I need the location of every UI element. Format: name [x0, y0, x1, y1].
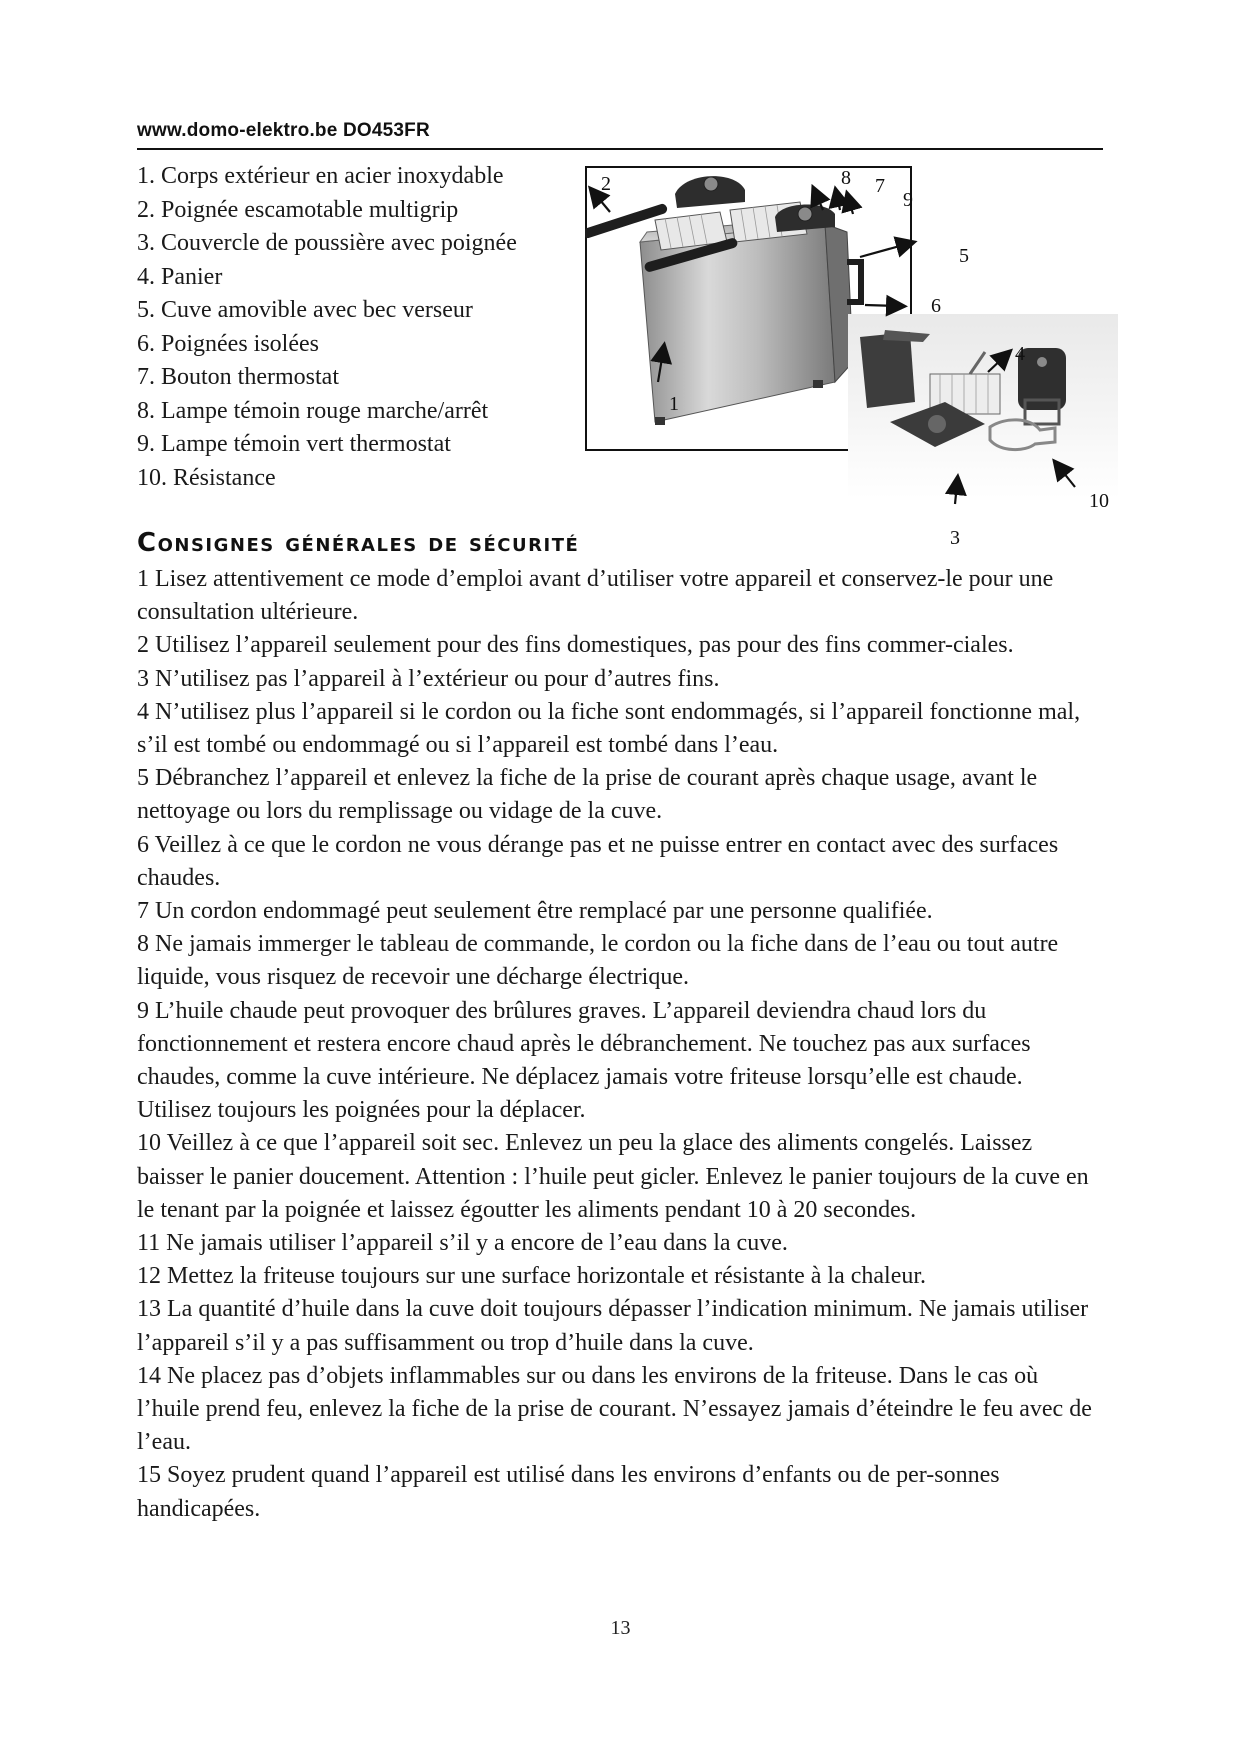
parts-list-item: 1. Corps extérieur en acier inoxydable	[137, 163, 504, 189]
header-divider	[137, 148, 1103, 150]
parts-list-item: 8. Lampe témoin rouge marche/arrêt	[137, 397, 489, 424]
safety-rules	[137, 563, 1103, 1526]
callout-10: 10	[1089, 490, 1109, 512]
safety-rule: 13 La quantité d’huile dans la cuve doit toujours dépasser l’indication minimum. Ne jamais utiliser l’appareil s’il y a pas suffisamment ou trop d’huile dans la cuve.	[137, 1296, 1089, 1356]
safety-rule: 9 L’huile chaude peut provoquer des brûlures graves. L’appareil deviendra chaud lors du fonctionnement et restera encore chaud après le débranchement. Ne touchez pas aux surfaces chaudes, comme la cuve intérieure. Ne déplacez jamais votre friteuse lorsqu’elle est chaude. Utilisez toujours les poignées pour la déplacer.	[137, 997, 1031, 1124]
safety-rule: 14 Ne placez pas d’objets inflammables sur ou dans les environs de la friteuse. Dans le cas où l’huile prend feu, enlevez la fiche de la prise de courant. N’essayez jamais d’éteindre le feu avec de l’eau.	[137, 1362, 1092, 1456]
parts-list-item: 10. Résistance	[137, 464, 276, 491]
callout-6: 6	[931, 295, 941, 317]
callout-5: 5	[959, 245, 969, 267]
parts-list-item: 6. Poignées isolées	[137, 330, 319, 357]
callout-9: 9	[903, 189, 913, 211]
callout-2: 2	[601, 173, 611, 195]
safety-rule: 2 Utilisez l’appareil seulement pour des fins domestiques, pas pour des fins commer-ciales.	[137, 632, 1014, 659]
safety-rule: 4 N’utilisez plus l’appareil si le cordon ou la fiche sont endommagés, si l’appareil fonctionne mal, s’il est tombé ou endommagé ou si l’appareil est tombé dans l’eau.	[137, 698, 1081, 759]
page-number: 13	[610, 1617, 631, 1639]
callout-3: 3	[950, 527, 960, 549]
safety-rule: 1 Lisez attentivement ce mode d’emploi avant d’utiliser votre appareil et conservez-le pour une consultation ultérieure.	[137, 566, 1054, 626]
section-title: Consignes générales de sécurité	[137, 528, 580, 558]
parts-list-item: 2. Poignée escamotable multigrip	[137, 196, 459, 223]
callout-4: 4	[1015, 343, 1025, 365]
safety-rule: 12 Mettez la friteuse toujours sur une surface horizontale et résistante à la chaleur.	[137, 1263, 927, 1290]
parts-list-item: 7. Bouton thermostat	[137, 364, 339, 390]
safety-rule: 15 Soyez prudent quand l’appareil est utilisé dans les environs d’enfants ou de per-sonnes handicapées.	[137, 1462, 1000, 1522]
parts-list-item: 5. Cuve amovible avec bec verseur	[137, 297, 473, 323]
header-url: www.domo-elektro.be DO453FR	[137, 120, 430, 141]
safety-rule: 8 Ne jamais immerger le tableau de commande, le cordon ou la fiche dans de l’eau ou tout autre liquide, vous risquez de recevoir une décharge électrique.	[137, 931, 1059, 991]
parts-list-item: 9. Lampe témoin vert thermostat	[137, 431, 451, 457]
parts-list-item: 3. Couvercle de poussière avec poignée	[137, 230, 517, 256]
safety-rule: 5 Débranchez l’appareil et enlevez la fiche de la prise de courant après chaque usage, avant le nettoyage ou lors du remplissage ou vidage de la cuve.	[137, 765, 1038, 825]
callout-7: 7	[875, 175, 885, 197]
safety-rule: 11 Ne jamais utiliser l’appareil s’il y a encore de l’eau dans la cuve.	[137, 1230, 788, 1257]
fryer-diagram	[585, 162, 1125, 557]
parts-list	[137, 160, 517, 495]
safety-rule: 6 Veillez à ce que le cordon ne vous dérange pas et ne puisse entrer en contact avec des surfaces chaudes.	[137, 831, 1059, 891]
callout-1: 1	[669, 393, 679, 415]
safety-rule: 3 N’utilisez pas l’appareil à l’extérieur ou pour d’autres fins.	[137, 665, 720, 692]
safety-rule: 7 Un cordon endommagé peut seulement être remplacé par une personne qualifiée.	[137, 898, 933, 925]
callout-8: 8	[841, 167, 851, 189]
safety-rule: 10 Veillez à ce que l’appareil soit sec. Enlevez un peu la glace des aliments congelés. Laissez baisser le panier doucement. Attention : l’huile peut gicler. Enlevez le panier toujours de la cuve en le tenant par la poignée et laissez égoutter les aliments pendant 10 à 20 secondes.	[137, 1130, 1089, 1223]
parts-list-item: 4. Panier	[137, 263, 223, 290]
